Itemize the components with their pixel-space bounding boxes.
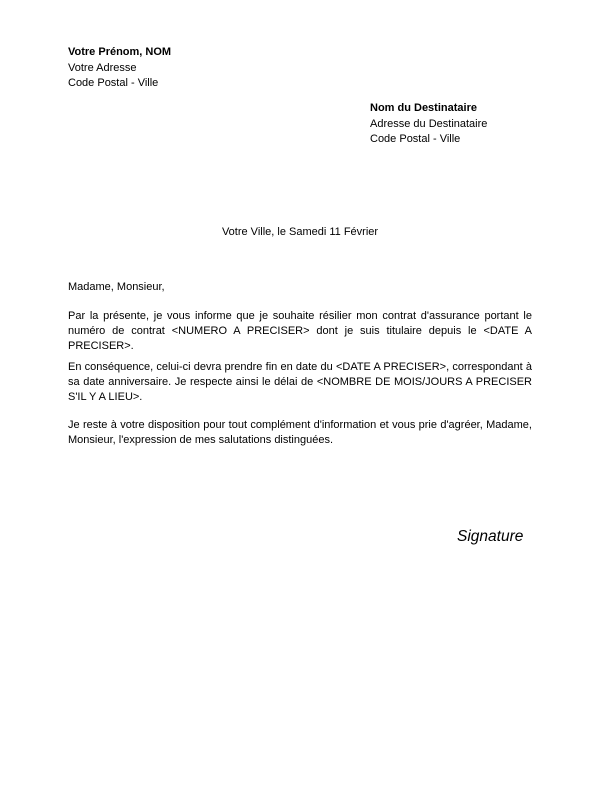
body-paragraph-3: Je reste à votre disposition pour tout complément d'information et vous prie d'agréer, Madame, Monsieur, l'expression de mes salutations distinguées.	[68, 419, 532, 447]
signature-label: Signature	[457, 528, 524, 545]
sender-city: Code Postal - Ville	[68, 77, 159, 89]
date-line: Votre Ville, le Samedi 11 Février	[221, 226, 379, 238]
recipient-city: Code Postal - Ville	[370, 133, 461, 145]
recipient-name: Nom du Destinataire	[370, 102, 477, 114]
sender-block	[68, 45, 171, 92]
salutation: Madame, Monsieur,	[68, 281, 165, 293]
recipient-block	[370, 101, 487, 148]
recipient-address: Adresse du Destinataire	[370, 117, 488, 130]
body-paragraph-2: En conséquence, celui-ci devra prendre fin en date du <DATE A PRECISER>, correspondant à sa date anniversaire. Je respecte ainsi le délai de <NOMBRE DE MOIS/JOURS A PRECISER S'IL Y A LIEU>.	[68, 361, 532, 404]
sender-address: Votre Adresse	[68, 61, 137, 74]
body-paragraph-1: Par la présente, je vous informe que je souhaite résilier mon contrat d'assurance portant le numéro de contrat <NUMERO A PRECISER> dont je suis titulaire depuis le <DATE A PRECISER>.	[68, 310, 532, 353]
sender-name: Votre Prénom, NOM	[68, 46, 172, 58]
